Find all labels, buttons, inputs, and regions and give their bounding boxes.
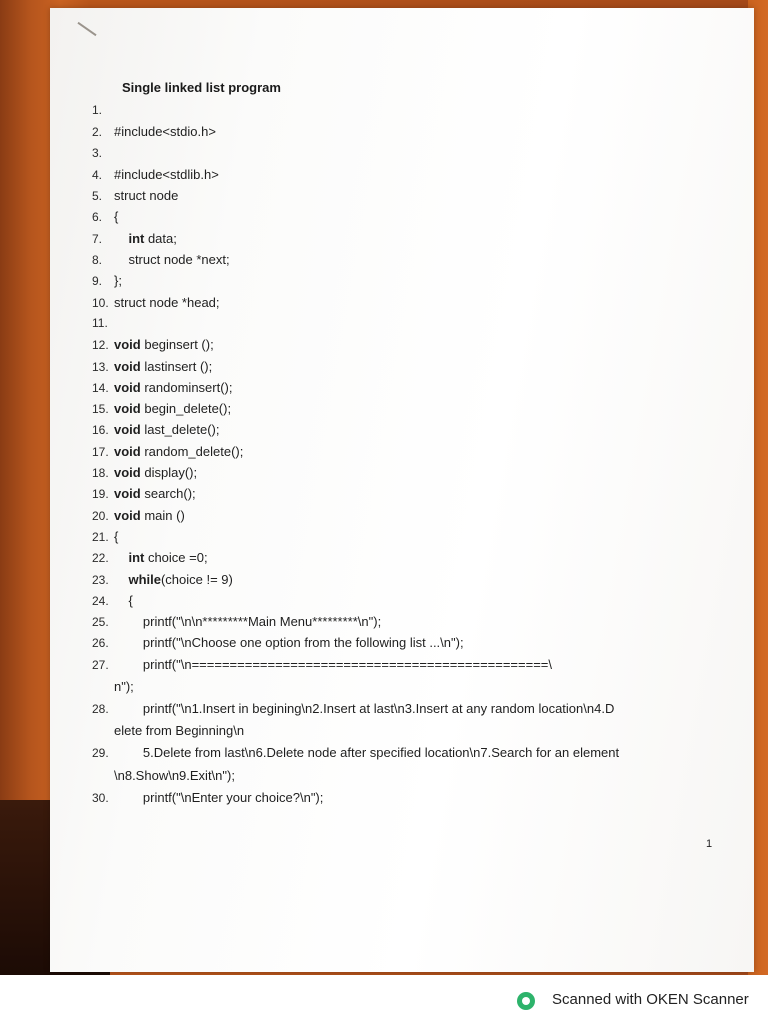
code-line [92, 100, 722, 121]
keyword: void [114, 401, 141, 417]
code-text: }; [114, 273, 122, 289]
line-number: 2. [92, 125, 103, 140]
keyword: void [114, 337, 141, 353]
code-line [92, 698, 722, 719]
code-text: struct node [114, 188, 179, 204]
code-line [92, 742, 722, 763]
code-text: void last_delete(); [114, 422, 220, 438]
code-text: printf("\nChoose one option from the following list ...\n"); [114, 635, 464, 651]
line-number: 25. [92, 615, 109, 630]
line-number: 4. [92, 167, 103, 182]
code-line [92, 505, 722, 526]
code-text: int choice =0; [128, 550, 208, 566]
code-line [92, 787, 722, 808]
code-line [92, 356, 722, 377]
keyword: void [114, 422, 141, 438]
keyword: void [114, 443, 141, 459]
code-text: int data; [128, 230, 177, 246]
code-text: #include<stdio.h> [114, 124, 216, 140]
code-line [92, 611, 722, 632]
code-text: void search(); [114, 486, 196, 502]
keyword: void [114, 379, 141, 395]
code-text: { [114, 209, 119, 225]
line-number: 20. [92, 508, 109, 523]
code-text: struct node *next; [114, 252, 230, 268]
code-text: while(choice != 9) [128, 571, 233, 587]
line-number: 21. [92, 529, 109, 544]
code-text: 5.Delete from last\n6.Delete node after specified location\n7.Search for an element [114, 745, 620, 761]
code-line [92, 377, 722, 398]
line-number: 16. [92, 423, 109, 438]
code-line [92, 632, 722, 653]
code-text: #include<stdlib.h> [114, 166, 219, 182]
line-number: 3. [92, 145, 103, 160]
line-number: 19. [92, 487, 109, 502]
code-line [92, 590, 722, 611]
code-text: printf("\n===============================================\ [114, 656, 553, 672]
line-number: 14. [92, 380, 109, 395]
code-line [92, 313, 722, 334]
keyword: while [128, 571, 161, 587]
code-text: void main () [114, 507, 185, 523]
line-number: 7. [92, 231, 103, 246]
keyword: int [128, 550, 145, 566]
line-number: 28. [92, 702, 109, 717]
code-line [92, 249, 722, 270]
oken-scanner-logo-icon [517, 992, 535, 1010]
line-number: 26. [92, 636, 109, 651]
code-line [92, 292, 722, 313]
code-line [92, 270, 722, 291]
code-line-continuation: elete from Beginning\n [114, 723, 245, 739]
code-text: void randominsert(); [114, 379, 233, 395]
line-number: 9. [92, 274, 103, 289]
code-text: printf("\n\n*********Main Menu*********\n"); [114, 614, 382, 630]
code-line-continuation: \n8.Show\n9.Exit\n"); [114, 767, 235, 783]
line-number: 8. [92, 253, 103, 268]
code-line [92, 526, 722, 547]
line-number: 1. [92, 103, 103, 117]
code-line-continuation: n"); [114, 679, 134, 695]
line-number: 18. [92, 466, 109, 481]
code-line [92, 334, 722, 355]
code-text: void display(); [114, 465, 198, 481]
page-number: 1 [706, 838, 713, 850]
line-number: 11. [92, 315, 108, 330]
line-number: 5. [92, 189, 103, 204]
keyword: int [128, 230, 145, 246]
code-text: struct node *head; [114, 294, 220, 310]
code-line [92, 569, 722, 590]
code-line [92, 547, 722, 568]
code-text: void beginsert (); [114, 337, 214, 353]
keyword: void [114, 465, 141, 481]
scanner-footer [0, 975, 768, 1024]
code-line [92, 462, 722, 483]
code-text: { [114, 528, 119, 544]
code-line [92, 441, 722, 462]
code-line [92, 143, 722, 164]
line-number: 15. [92, 402, 109, 417]
code-text: printf("\n1.Insert in begining\n2.Insert at last\n3.Insert at any random location\n4.D [114, 701, 615, 717]
line-number: 12. [92, 338, 109, 353]
line-number: 13. [92, 359, 109, 374]
code-line [92, 398, 722, 419]
code-text: { [114, 592, 133, 608]
keyword: void [114, 507, 141, 523]
code-text: void begin_delete(); [114, 401, 232, 417]
keyword: void [114, 486, 141, 502]
line-number: 23. [92, 572, 109, 587]
code-line [92, 483, 722, 504]
line-number: 22. [92, 551, 109, 566]
code-text: printf("\nEnter your choice?\n"); [114, 789, 324, 805]
code-line [92, 185, 722, 206]
line-number: 27. [92, 657, 109, 672]
line-number: 30. [92, 790, 109, 805]
code-line [92, 654, 722, 675]
code-line [92, 228, 722, 249]
document-title: Single linked list program [122, 80, 281, 95]
code-line [92, 121, 722, 142]
line-number: 6. [92, 210, 103, 225]
line-number: 29. [92, 746, 109, 761]
keyword: void [114, 358, 141, 374]
code-text: void lastinsert (); [114, 358, 213, 374]
scanner-watermark-text: Scanned with OKEN Scanner [552, 991, 749, 1008]
code-line [92, 206, 722, 227]
code-line [92, 419, 722, 440]
code-text: void random_delete(); [114, 443, 244, 459]
line-number: 17. [92, 444, 109, 459]
line-number: 10. [92, 295, 109, 310]
code-line [92, 164, 722, 185]
line-number: 24. [92, 593, 109, 608]
code-listing [92, 100, 722, 808]
